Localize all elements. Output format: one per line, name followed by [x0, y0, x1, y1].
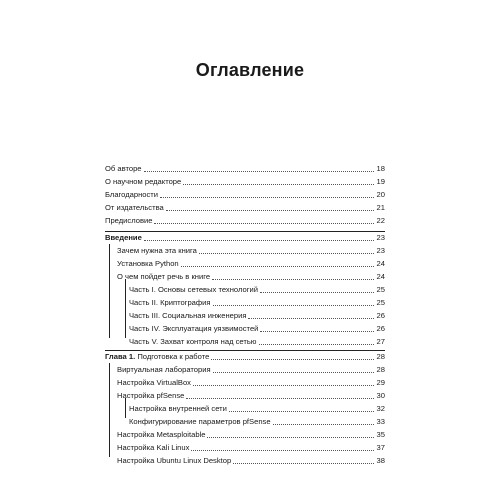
subsection-bracket-line — [125, 398, 126, 418]
toc-entry-chapter-1[interactable] — [105, 352, 385, 362]
toc-leader-dots — [213, 304, 375, 306]
toc-leader-dots — [207, 436, 374, 438]
toc-page-number: 25 — [376, 298, 385, 307]
toc-page-number: 24 — [376, 272, 385, 281]
toc-page-number: 28 — [376, 365, 385, 374]
toc-page-number: 28 — [376, 352, 385, 361]
page-title: Оглавление — [195, 60, 305, 80]
toc-leader-dots — [160, 196, 374, 198]
section-bracket-line — [109, 244, 110, 338]
toc-entry-introduction[interactable] — [105, 233, 385, 243]
toc-entry-install-python[interactable] — [117, 259, 385, 269]
toc-entry-pfsense[interactable] — [117, 391, 385, 401]
toc-entry-label: Настройка VirtualBox — [117, 378, 191, 387]
toc-entry-pfsense-config[interactable] — [129, 417, 385, 427]
toc-leader-dots — [154, 222, 374, 224]
toc-leader-dots — [144, 170, 374, 172]
toc-entry-label: Часть I. Основы сетевых технологий — [129, 285, 258, 294]
toc-entry-label: Часть IV. Эксплуатация уязвимостей — [129, 324, 259, 333]
toc-page-number: 20 — [376, 190, 385, 199]
toc-entry-label: Предисловие — [105, 216, 153, 225]
toc-page-number: 26 — [376, 324, 385, 333]
toc-leader-dots — [181, 265, 374, 267]
section-divider — [105, 231, 385, 232]
toc-entry-label: Об авторе — [105, 164, 142, 173]
toc-entry-label: Часть II. Криптография — [129, 298, 211, 307]
toc-entry-acknowledgements[interactable] — [105, 190, 385, 200]
toc-entry-label: Установка Python — [117, 259, 179, 268]
toc-entry-label: Настройка Metasploitable — [117, 430, 206, 439]
toc-page-number: 23 — [376, 233, 385, 242]
toc-entry-label: Глава 1. Подготовка к работе — [105, 352, 210, 361]
toc-page-number: 18 — [376, 164, 385, 173]
toc-page-number: 19 — [376, 177, 385, 186]
toc-entry-label: О чем пойдет речь в книге — [117, 272, 211, 281]
toc-entry-part-4[interactable] — [129, 324, 385, 334]
toc-entry-label: Введение — [105, 233, 142, 242]
toc-leader-dots — [259, 343, 374, 345]
toc-entry-internal-network[interactable] — [129, 404, 385, 414]
toc-entry-label: Конфигурирование параметров pfSense — [129, 417, 271, 426]
toc-page-number: 27 — [376, 337, 385, 346]
toc-page-number: 25 — [376, 285, 385, 294]
toc-page-number: 23 — [376, 246, 385, 255]
toc-entry-virtual-lab[interactable] — [117, 365, 385, 375]
toc-page-number: 24 — [376, 259, 385, 268]
toc-entry-about-author[interactable] — [105, 164, 385, 174]
toc-entry-kali[interactable] — [117, 443, 385, 453]
toc-entry-label: Зачем нужна эта книга — [117, 246, 197, 255]
toc-page-number: 38 — [376, 456, 385, 465]
toc-entry-label: Часть III. Социальная инженерия — [129, 311, 247, 320]
toc-entry-label: Настройка pfSense — [117, 391, 185, 400]
toc-entry-label: О научном редакторе — [105, 177, 182, 186]
toc-leader-dots — [193, 384, 374, 386]
toc-entry-part-3[interactable] — [129, 311, 385, 321]
toc-entry-virtualbox[interactable] — [117, 378, 385, 388]
toc-leader-dots — [199, 252, 374, 254]
toc-entry-part-1[interactable] — [129, 285, 385, 295]
toc-entry-preface[interactable] — [105, 216, 385, 226]
toc-entry-label: Виртуальная лаборатория — [117, 365, 211, 374]
toc-page-number: 35 — [376, 430, 385, 439]
toc-page-number: 22 — [376, 216, 385, 225]
toc-leader-dots — [211, 358, 374, 360]
toc-entry-metasploitable[interactable] — [117, 430, 385, 440]
toc-entry-book-overview[interactable] — [117, 272, 385, 282]
toc-page-number: 37 — [376, 443, 385, 452]
section-divider — [105, 350, 385, 351]
toc-entry-label: Настройка Kali Linux — [117, 443, 190, 452]
toc-entry-label: От издательства — [105, 203, 164, 212]
toc-entry-label: Настройка внутренней сети — [129, 404, 227, 413]
toc-leader-dots — [144, 239, 374, 241]
toc-leader-dots — [213, 371, 374, 373]
toc-entry-label: Настройка Ubuntu Linux Desktop — [117, 456, 232, 465]
toc-leader-dots — [248, 317, 374, 319]
subsection-bracket-line — [125, 279, 126, 338]
toc-leader-dots — [183, 183, 374, 185]
toc-entry-ubuntu[interactable] — [117, 456, 385, 466]
toc-leader-dots — [212, 278, 374, 280]
toc-entry-about-editor[interactable] — [105, 177, 385, 187]
toc-leader-dots — [260, 330, 374, 332]
toc-leader-dots — [191, 449, 374, 451]
toc-entry-from-publisher[interactable] — [105, 203, 385, 213]
toc-page-number: 32 — [376, 404, 385, 413]
toc-page-number: 21 — [376, 203, 385, 212]
toc-leader-dots — [229, 410, 374, 412]
toc-leader-dots — [186, 397, 374, 399]
toc-page-number: 26 — [376, 311, 385, 320]
toc-leader-dots — [260, 291, 374, 293]
section-bracket-line — [109, 363, 110, 457]
toc-entry-part-2[interactable] — [129, 298, 385, 308]
toc-page-number: 30 — [376, 391, 385, 400]
toc-leader-dots — [166, 209, 374, 211]
toc-leader-dots — [233, 462, 374, 464]
toc-entry-why-book[interactable] — [117, 246, 385, 256]
toc-page-number: 29 — [376, 378, 385, 387]
toc-entry-part-5[interactable] — [129, 337, 385, 347]
toc-entry-label: Благодарности — [105, 190, 159, 199]
toc-leader-dots — [273, 423, 374, 425]
toc-page-number: 33 — [376, 417, 385, 426]
toc-entry-label: Часть V. Захват контроля над сетью — [129, 337, 257, 346]
